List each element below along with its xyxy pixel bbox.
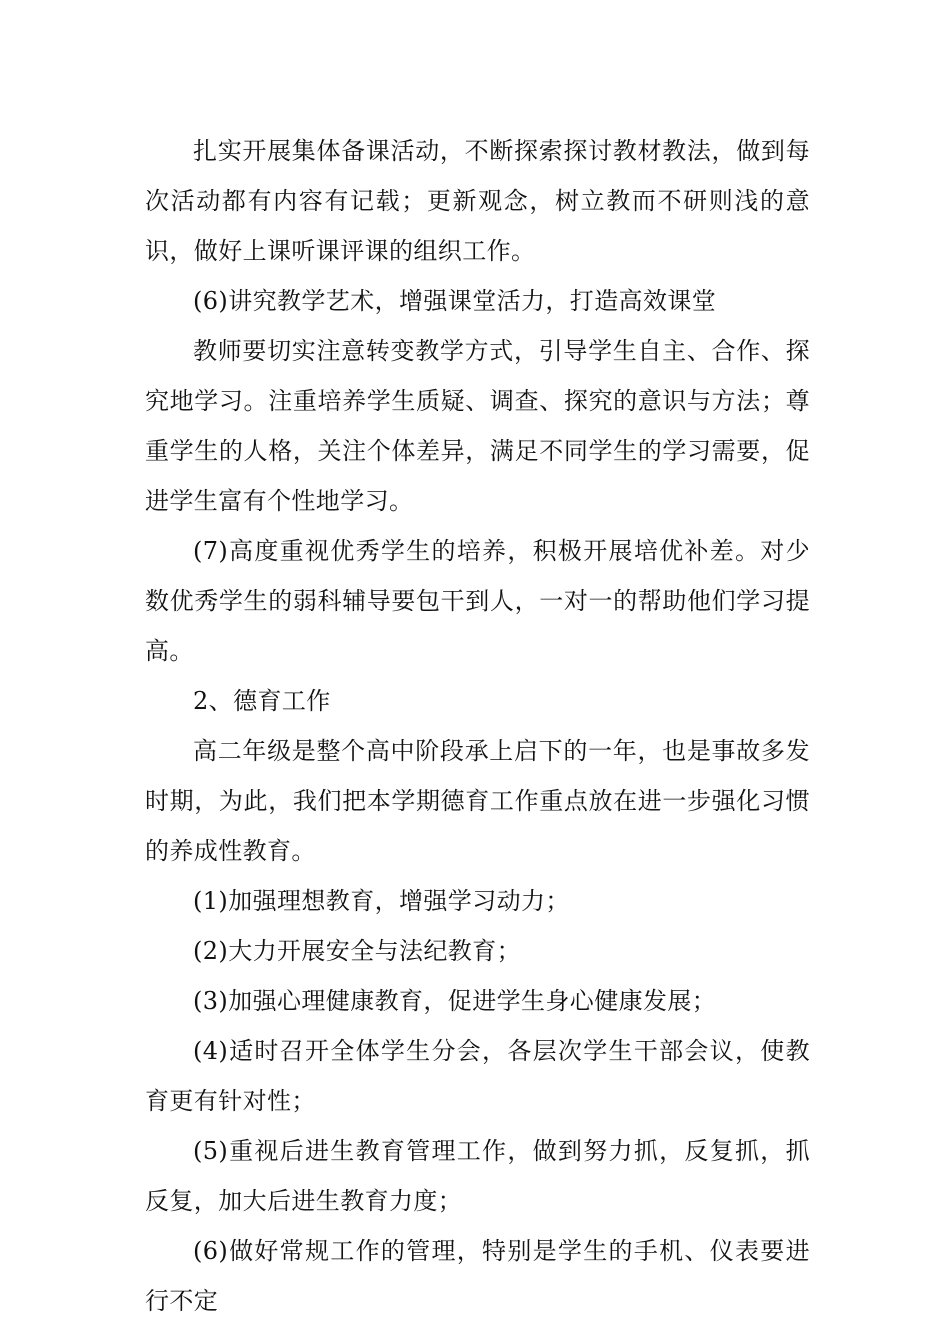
paragraph-item-6-teaching-art: (6)讲究教学艺术，增强课堂活力，打造高效课堂 bbox=[193, 287, 717, 315]
section-heading-moral-education: 2、德育工作 bbox=[193, 687, 331, 715]
list-item-5: (5)重视后进生教育管理工作，做到努力抓，反复抓，抓反复，加大后进生教育力度； bbox=[145, 1137, 810, 1215]
list-item-4: (4)适时召开全体学生分会，各层次学生干部会议，使教育更有针对性； bbox=[145, 1037, 810, 1115]
paragraph-teaching-method: 教师要切实注意转变教学方式，引导学生自主、合作、探究地学习。注重培养学生质疑、调查、探究的意识与方法；尊重学生的人格，关注个体差异，满足不同学生的学习需要，促进学生富有个性地学习。 bbox=[145, 337, 810, 515]
list-item-6: (6)做好常规工作的管理，特别是学生的手机、仪表要进行不定 bbox=[145, 1237, 810, 1315]
list-item-3: (3)加强心理健康教育，促进学生身心健康发展； bbox=[193, 987, 717, 1015]
list-item-1: (1)加强理想教育，增强学习动力； bbox=[193, 887, 570, 915]
paragraph-grade-two-intro: 高二年级是整个高中阶段承上启下的一年，也是事故多发时期，为此，我们把本学期德育工作重点放在进一步强化习惯的养成性教育。 bbox=[145, 737, 810, 865]
paragraph-lesson-prep: 扎实开展集体备课活动，不断探索探讨教材教法，做到每次活动都有内容有记载；更新观念，树立教而不研则浅的意识，做好上课听课评课的组织工作。 bbox=[145, 137, 810, 265]
document-body bbox=[145, 126, 810, 1326]
list-item-2: (2)大力开展安全与法纪教育； bbox=[193, 937, 521, 965]
paragraph-item-7-excellent-students: (7)高度重视优秀学生的培养，积极开展培优补差。对少数优秀学生的弱科辅导要包干到人，一对一的帮助他们学习提高。 bbox=[145, 537, 810, 665]
